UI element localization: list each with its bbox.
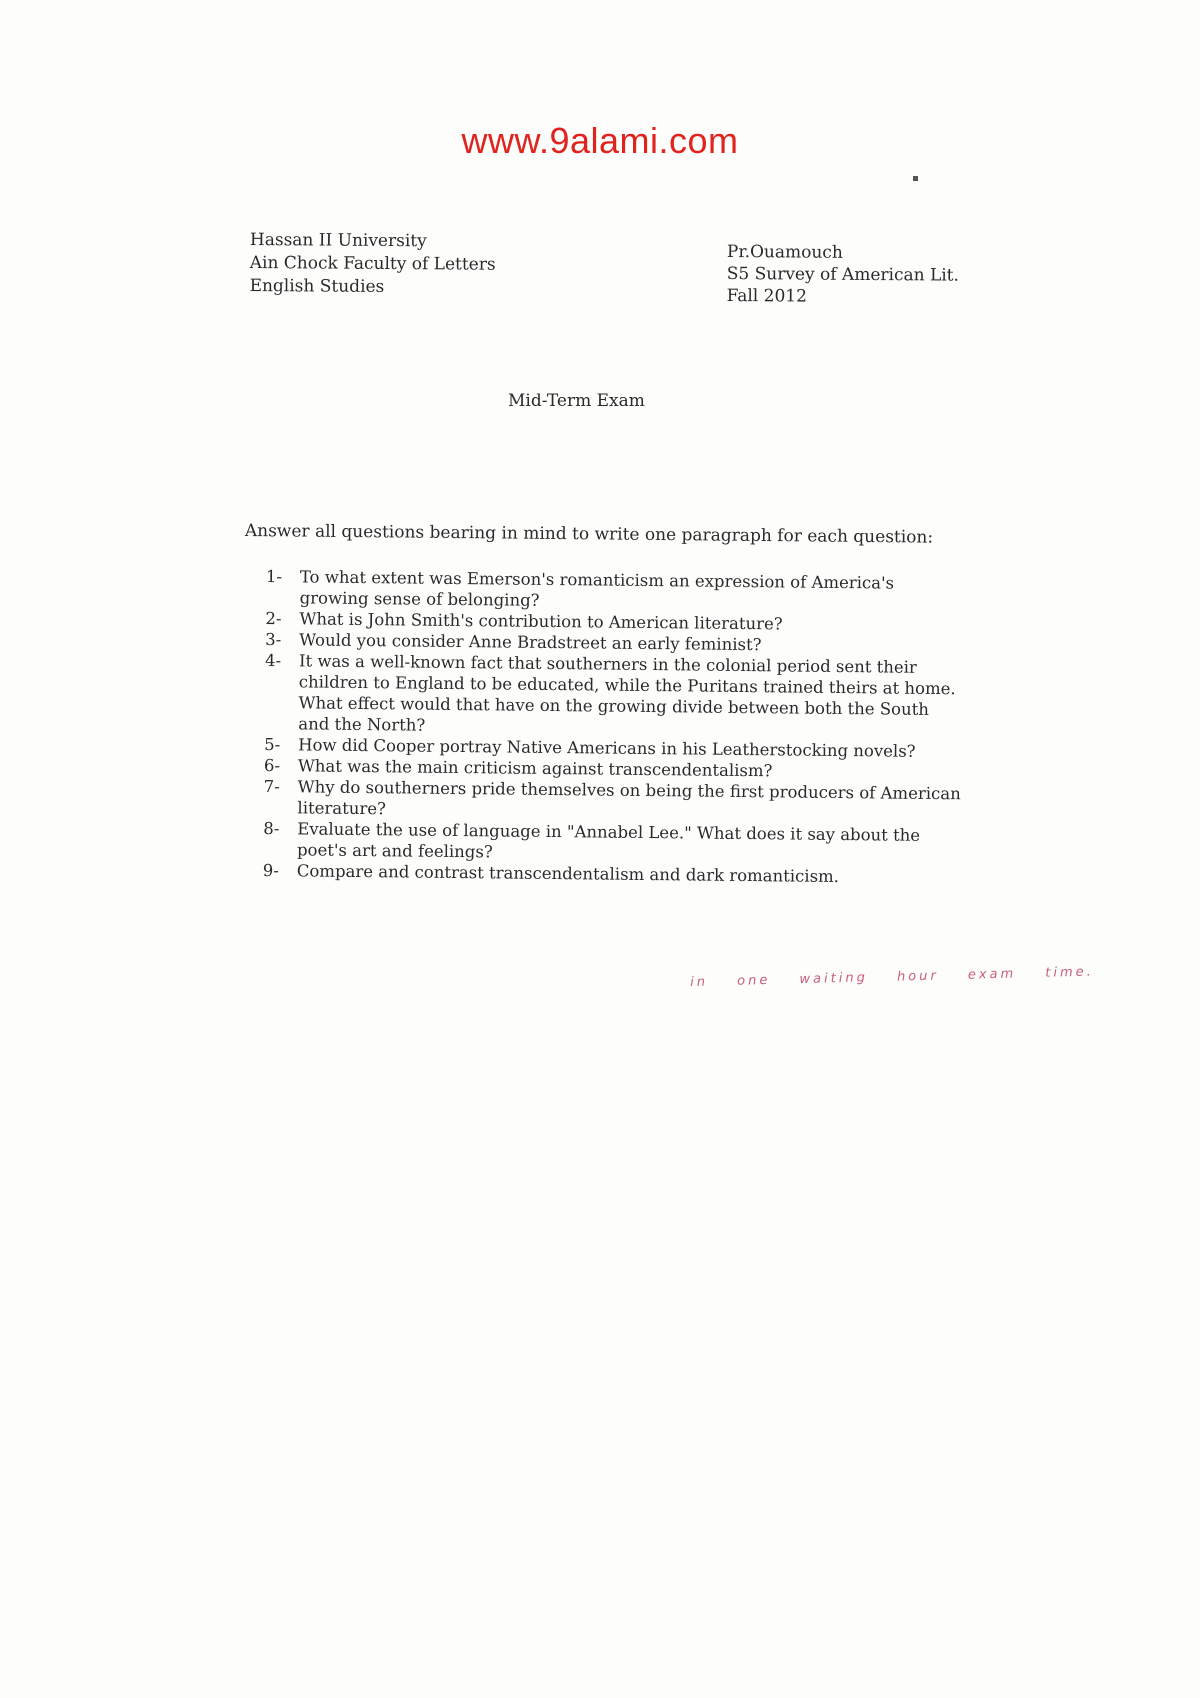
question-list <box>263 566 966 888</box>
header-institution <box>250 229 496 300</box>
university-name: Hassan II University <box>249 229 427 252</box>
question-text: To what extent was Emerson's romanticism an expression of America's growing sense of belonging? <box>299 567 895 610</box>
question-item <box>266 566 966 615</box>
question-number: 7- <box>263 776 280 797</box>
question-number: 9- <box>262 860 279 881</box>
course-name: S5 Survey of American Lit. <box>726 263 960 286</box>
question-text: Would you consider Anne Bradstreet an early feminist? <box>299 630 762 655</box>
question-text: It was a well-known fact that southerners in the colonial period sent their children to England to be educated, while the Puritans trained theirs at home. What effect would that have on the growing divide between both the South and the North? <box>298 651 956 735</box>
question-text: What was the main criticism against transcendentalism? <box>297 756 773 781</box>
exam-title: Mid-Term Exam <box>508 391 645 411</box>
question-text: Compare and contrast transcendentalism and dark romanticism. <box>296 861 840 887</box>
question-number: 5- <box>264 734 281 755</box>
exam-instructions: Answer all questions bearing in mind to write one paragraph for each question: <box>244 521 934 548</box>
question-text: Why do southerners pride themselves on being the first producers of American literature? <box>297 777 961 819</box>
question-number: 3- <box>265 629 282 650</box>
question-item <box>263 776 963 825</box>
question-item <box>263 818 963 867</box>
semester: Fall 2012 <box>726 285 808 307</box>
question-text: How did Cooper portray Native Americans in his Leatherstocking novels? <box>298 735 916 761</box>
watermark-url[interactable]: www.9alami.com <box>461 120 739 161</box>
question-text: Evaluate the use of language in "Annabel Lee." What does it say about the poet's art and feelings? <box>296 819 921 862</box>
professor-name: Pr.Ouamouch <box>726 241 843 263</box>
question-item <box>264 650 965 741</box>
question-number: 1- <box>265 566 283 587</box>
scan-speck <box>913 176 918 181</box>
department-name: English Studies <box>249 275 385 297</box>
question-number: 6- <box>263 755 281 776</box>
question-number: 8- <box>263 818 280 839</box>
question-number: 4- <box>264 650 282 671</box>
question-number: 2- <box>265 608 282 629</box>
handwritten-note: in one waiting hour exam time. <box>690 964 1094 990</box>
question-text: What is John Smith's contribution to American literature? <box>299 609 783 634</box>
header-course <box>727 241 960 309</box>
faculty-name: Ain Chock Faculty of Letters <box>249 252 496 275</box>
